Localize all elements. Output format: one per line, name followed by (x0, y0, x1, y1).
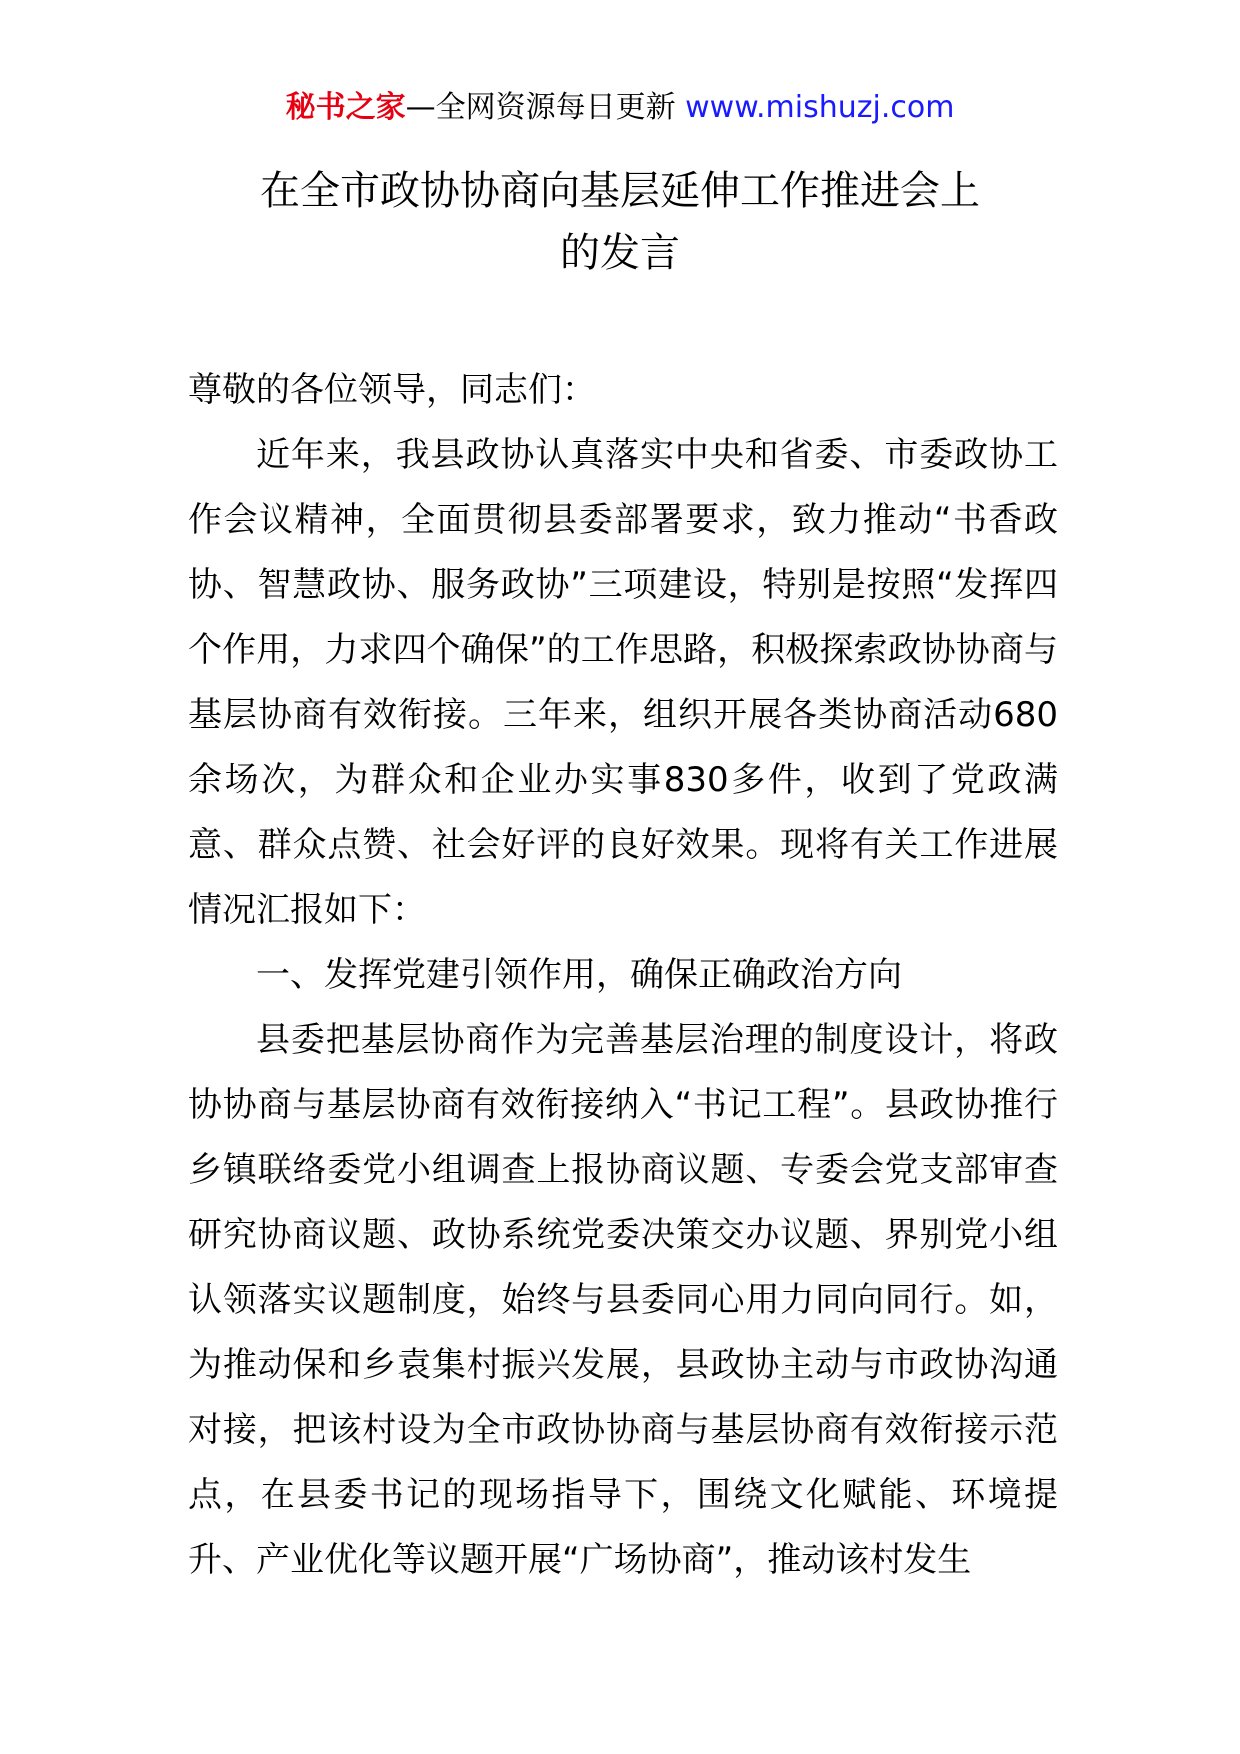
section-heading-1: 一、发挥党建引领作用，确保正确政治方向 (256, 955, 902, 995)
site-brand: 秘书之家 (285, 90, 406, 125)
site-url-link[interactable]: www.mishuzj.com (685, 90, 955, 125)
title-line-2: 的发言 (560, 230, 680, 276)
title-line-1: 在全市政协协商向基层延伸工作推进会上 (260, 168, 980, 214)
document-body (188, 358, 1058, 1593)
site-slogan: —全网资源每日更新 (405, 90, 686, 125)
paragraph-intro: 近年来，我县政协认真落实中央和省委、市委政协工作会议精神，全面贯彻县委部署要求，致力推动“书香政协、智慧政协、服务政协”三项建设，特别是按照“发挥四个作用，力求四个确保”的工作思路，积极探索政协协商与基层协商有效衔接。三年来，组织开展各类协商活动680余场次，为群众和企业办实事830多件，收到了党政满意、群众点赞、社会好评的良好效果。现将有关工作进展情况汇报如下： (188, 435, 1058, 930)
document-title (0, 160, 1240, 284)
salutation: 尊敬的各位领导，同志们： (188, 370, 596, 410)
site-header (0, 88, 1240, 128)
paragraph-section-1: 县委把基层协商作为完善基层治理的制度设计，将政协协商与基层协商有效衔接纳入“书记工程”。县政协推行乡镇联络委党小组调查上报协商议题、专委会党支部审查研究协商议题、政协系统党委决策交办议题、界别党小组认领落实议题制度，始终与县委同心用力同向同行。如，为推动保和乡袁集村振兴发展，县政协主动与市政协沟通对接，把该村设为全市政协协商与基层协商有效衔接示范点，在县委书记的现场指导下，围绕文化赋能、环境提升、产业优化等议题开展“广场协商”，推动该村发生 (188, 1020, 1058, 1580)
